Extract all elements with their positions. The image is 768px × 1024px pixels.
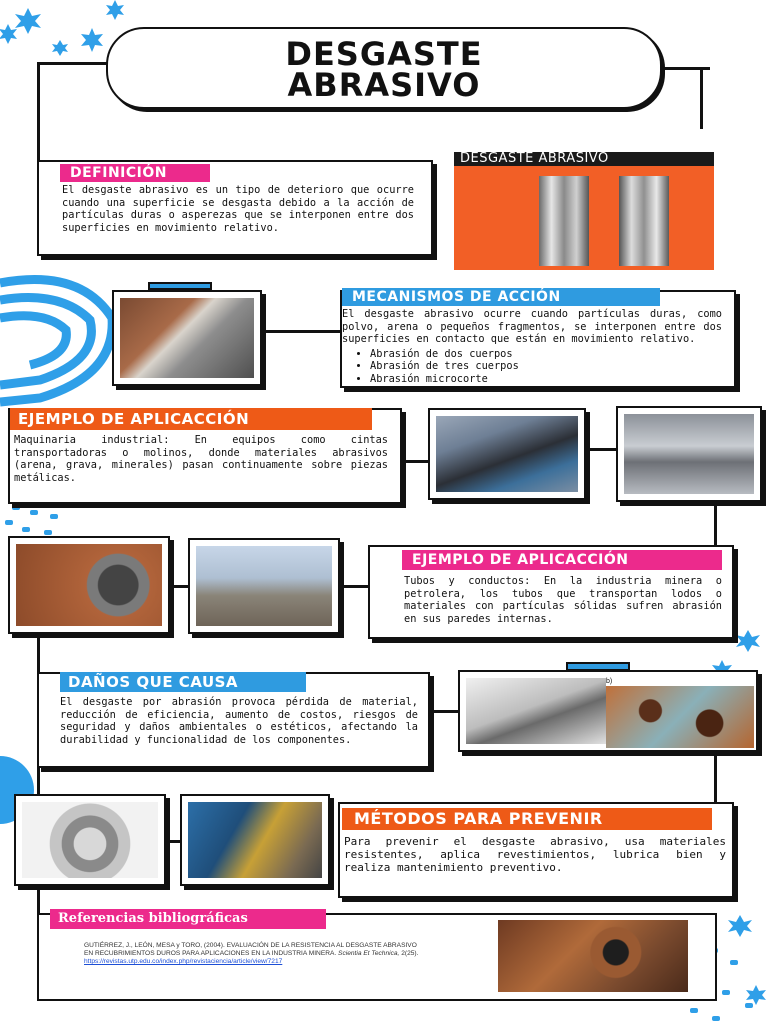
damages-label: DAÑOS QUE CAUSA	[60, 672, 306, 692]
example-2-text: Tubos y conductos: En la industria minera o petrolera, los tubos que transportan lodos o materiales con partículas sólidas sufren abrasión en sus paredes internas.	[404, 575, 722, 625]
connector	[37, 885, 40, 915]
connector	[587, 448, 617, 451]
connector	[170, 585, 188, 588]
citation-volume: 2(25).	[401, 950, 419, 958]
connector	[37, 62, 107, 65]
photo-damaged-components	[458, 670, 758, 752]
methods-label: MÉTODOS PARA PREVENIR	[342, 808, 712, 830]
definition-label: DEFINICIÓN	[60, 164, 210, 182]
photo-grinding-mills	[616, 406, 762, 502]
photo-rusted-pipes	[498, 920, 688, 992]
photo-gears	[14, 794, 166, 886]
photo-caption: DESGASTE ABRASIVO	[460, 152, 609, 166]
connector	[430, 710, 458, 713]
definition-text: El desgaste abrasivo es un tipo de deterioro que ocurre cuando una superficie se desgasta debido a la acción de partículas duras o asperezas que se interponen entre dos superficies en movimiento relativo.	[62, 184, 414, 234]
damages-text: El desgaste por abrasión provoca pérdida de material, reducción de eficiencia, aumento de costos, riesgos de seguridad y daños ambientales o estéticos, afectando la durabilidad y funcionalidad de los componentes.	[60, 696, 418, 746]
mechanisms-text	[342, 308, 722, 386]
photo-worn-bearings	[454, 152, 714, 270]
citation-journal: Scientia Et Technica,	[338, 950, 400, 958]
example-2-label: EJEMPLO DE APLICACCIÓN	[402, 550, 722, 570]
connector	[260, 330, 342, 333]
reference-citation	[84, 942, 424, 967]
references-label: Referencias bibliográficas	[50, 909, 326, 929]
photo-pipe-closeup	[8, 536, 170, 634]
list-item: • Abrasión microcorte	[370, 373, 722, 386]
mechanisms-label: MECANISMOS DE ACCIÓN	[342, 288, 660, 306]
citation-text: GUTIÉRREZ, J., LEÓN, MESA y TORO, (2004). EVALUACIÓN DE LA RESISTENCIA AL DESGASTE ABRASIVO EN RECUBRIMIENTOS DUROS PARA APLICACIONES EN LA INDUSTRIA MINERA.	[84, 942, 417, 958]
photo-worn-pipe	[112, 290, 262, 386]
methods-text: Para prevenir el desgaste abrasivo, usa materiales resistentes, aplica revestimientos, lubrica bien y realiza mantenimiento preventivo.	[344, 835, 726, 874]
connector	[714, 752, 717, 802]
page-title	[108, 35, 660, 104]
connector	[165, 840, 181, 843]
connector	[714, 500, 717, 545]
title-line-2: ABRASIVO	[287, 66, 481, 104]
photo-maintenance-worker	[180, 794, 330, 886]
title-banner	[106, 27, 662, 109]
mechanisms-description: El desgaste abrasivo ocurre cuando partículas duras, como polvo, arena o pequeños fragmentos, se interponen entre dos superficies en contacto que están en movimiento relativo.	[342, 308, 722, 346]
list-item: • Abrasión de tres cuerpos	[370, 360, 722, 373]
example-1-label: EJEMPLO DE APLICACCIÓN	[10, 408, 372, 430]
connector	[37, 768, 40, 794]
title-line-1: DESGASTE	[285, 35, 483, 73]
connector	[37, 62, 40, 160]
photo-conveyor-belt	[428, 408, 586, 500]
connector	[402, 460, 428, 463]
citation-link[interactable]: https://revistas.utp.edu.co/index.php/revistaciencia/article/view/7217	[84, 958, 283, 966]
connector	[340, 585, 368, 588]
photo-label-b: b)	[606, 678, 613, 685]
connector	[37, 630, 40, 675]
photo-pipeline-landscape	[188, 538, 340, 634]
example-1-text: Maquinaria industrial: En equipos como cintas transportadoras o molinos, donde materiales abrasivos (arena, grava, minerales) pasan continuamente sobre piezas metálicas.	[14, 434, 388, 484]
list-item: • Abrasión de dos cuerpos	[370, 348, 722, 361]
connector	[700, 67, 703, 129]
mechanisms-list	[342, 348, 722, 386]
